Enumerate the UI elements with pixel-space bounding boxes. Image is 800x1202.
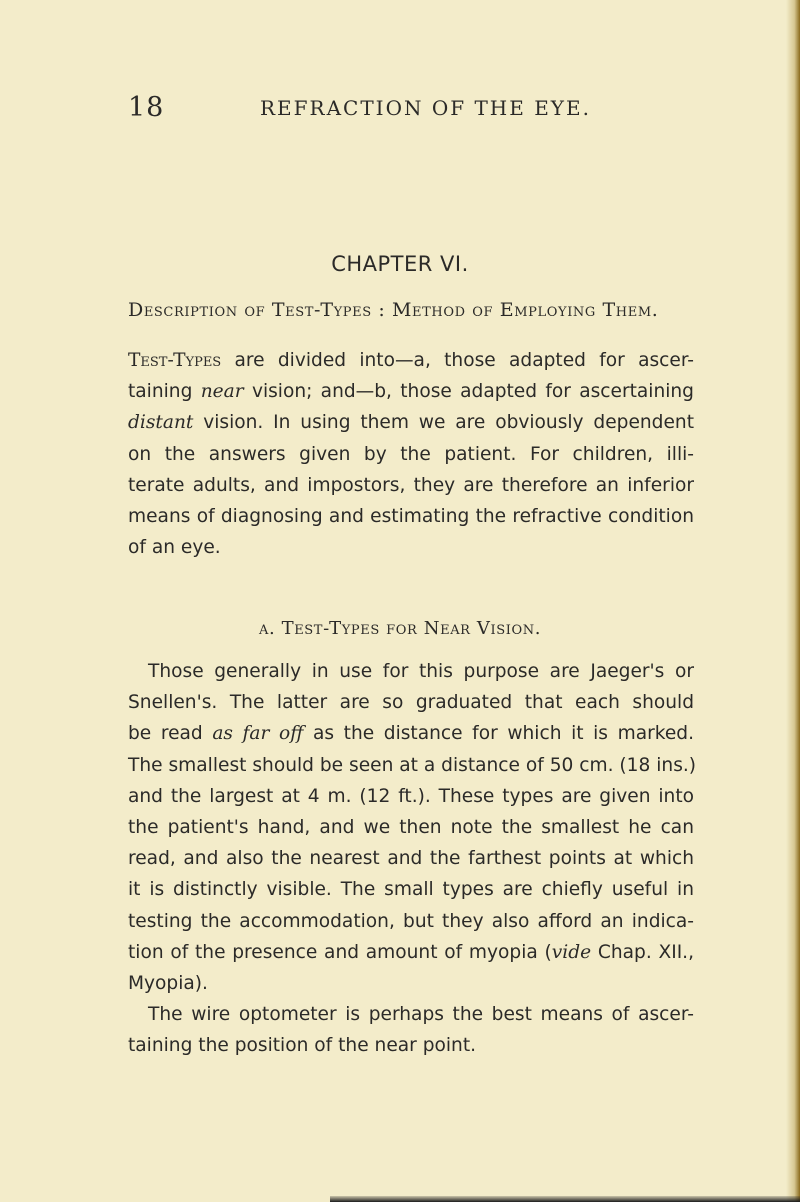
- text-line: means of diagnosing and estimating the refractive condition: [128, 506, 694, 528]
- text-line: terate adults, and impostors, they are therefore an inferior: [128, 474, 694, 496]
- page-bottom-edge: [330, 1196, 800, 1202]
- text-line: be read as far off as the distance for which it is marked.: [128, 723, 694, 745]
- text-line: taining near vision; and—b, those adapted for ascertaining: [128, 381, 694, 403]
- text-line: The wire optometer is perhaps the best means of ascer-: [148, 1004, 694, 1026]
- text-line: The smallest should be seen at a distance of 50 cm. (18 ins.): [128, 754, 697, 776]
- text-line: testing the accommodation, but they also afford an indica-: [128, 910, 694, 932]
- text-line: the patient's hand, and we then note the smallest he can: [128, 817, 694, 839]
- text-line: Test-Types are divided into—a, those adapted for ascer-: [128, 350, 694, 371]
- text-line: Snellen's. The latter are so graduated that each should: [128, 692, 694, 714]
- text-line: tion of the presence and amount of myopia (vide Chap. XII.,: [128, 941, 694, 963]
- paragraph-near-vision: [128, 656, 697, 1062]
- text-line: read, and also the nearest and the farthest points at which: [128, 848, 694, 870]
- chapter-heading: CHAPTER VI.: [331, 252, 469, 276]
- italic-term: near: [200, 381, 244, 403]
- text-line: it is distinctly visible. The small types are chiefly useful in: [128, 879, 694, 901]
- text-line: and the largest at 4 m. (12 ft.). These types are given into: [128, 785, 694, 807]
- lead-term: Test-Types: [128, 350, 222, 371]
- italic-term: distant: [128, 412, 194, 434]
- text-line: distant vision. In using them we are obviously dependent: [128, 412, 694, 434]
- page-edge-shadow: [786, 0, 800, 1202]
- text-line: taining the position of the near point.: [128, 1035, 477, 1057]
- paragraph-intro: [128, 345, 694, 563]
- chapter-title: Description of Test-Types : Method of Employing Them.: [128, 299, 659, 321]
- text-line: on the answers given by the patient. For children, illi-: [128, 443, 694, 465]
- text-line: Those generally in use for this purpose are Jaeger's or: [148, 661, 694, 682]
- text-line: of an eye.: [128, 537, 221, 559]
- italic-term: as far off: [212, 723, 304, 745]
- italic-term: vide: [551, 941, 592, 963]
- running-title: REFRACTION OF THE EYE.: [260, 96, 591, 120]
- running-head: [128, 92, 688, 122]
- text-line: Myopia).: [128, 973, 208, 995]
- page-number: 18: [128, 92, 165, 123]
- section-heading: a. Test-Types for Near Vision.: [258, 618, 542, 639]
